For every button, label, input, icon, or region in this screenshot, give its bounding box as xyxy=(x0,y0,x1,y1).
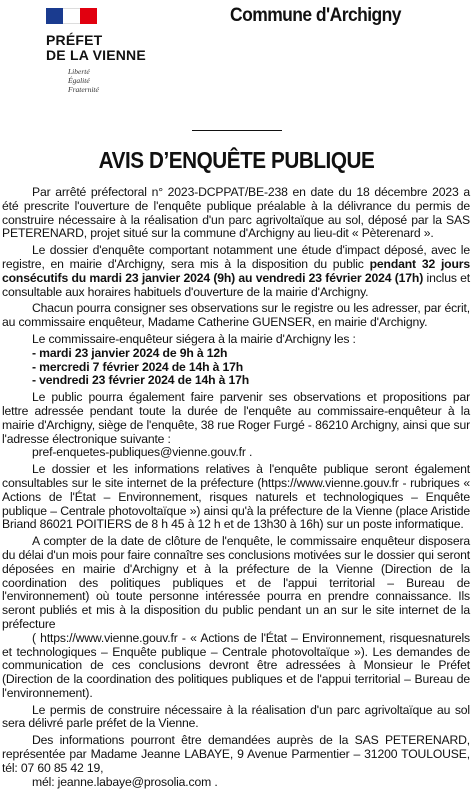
prefet-line2: DE LA VIENNE xyxy=(46,47,146,63)
session-3: - vendredi 23 février 2024 de 14h à 17h xyxy=(32,373,250,388)
paragraph-informations: Des informations pourront être demandées auprès de la SAS PETERENARD, représentée par Madame Jeanne LABAYE, 9 Avenue Parmentier – 31200 TOULOUSE, tél: 07 60 85 42 19, xyxy=(2,733,470,775)
session-2: - mercredi 7 février 2024 de 14h à 17h xyxy=(32,359,244,374)
motto-fraternite: Fraternité xyxy=(68,85,99,94)
dossier-text-a: Le dossier d'enquête comportant notamment une étude d'impact déposé, avec le registre, en mairie d'Archigny, sera mis à la disposition du public xyxy=(2,243,470,271)
tricolor-flag-icon xyxy=(46,8,158,30)
paragraph-arrete: Par arrêté préfectoral n° 2023-DCPPAT/BE-238 en date du 18 décembre 2023 a été prescrite l'ouverture de l'enquête publique préalable à la délivrance du permis de construire nécessaire à la réalisation d'un parc agrivoltaïque au sol, déposé par la SAS PETERENARD, projet situé sur la commune d'Archigny au lieu-dit « Pèterenard ». xyxy=(2,185,470,241)
divider xyxy=(192,130,282,131)
paragraph-communication: ( https://www.vienne.gouv.fr - « Actions de l'État – Environnement, risquesnaturels et technologiques – Enquête publique – Centrale photovoltaïque »). Les demandes de communication de ces conclusions devront être adressées à Monsieur le Préfet (Direction de la coordination des politiques publiques et de l'appui territorial – Bureau de l'environnement). xyxy=(2,630,470,700)
paragraph-site-internet: Le dossier et les informations relatives à l'enquête publique seront également consultables sur le site internet de la préfecture (https://www.vienne.gouv.fr - rubriques « Actions de l'État – Environnement, risques naturels et technologiques – Enquête publique – Centrale photovoltaïque ») ainsi qu'à la préfecture de la Vienne (place Aristide Briand 86021 POITIERS de 8 h 45 à 12 h et de 13h30 à 16h) sur un poste informatique. xyxy=(2,462,470,532)
paragraph-permis: Le permis de construire nécessaire à la réalisation d'un parc agrivoltaïque au sol sera délivré parle préfet de la Vienne. xyxy=(2,702,470,731)
paragraph-observations: Chacun pourra consigner ses observations sur le registre ou les adresser, par écrit, au commissaire enquêteur, Madame Catherine GUENSER, en mairie d'Archigny. xyxy=(2,301,470,330)
paragraph-permanences: Le commissaire-enquêteur siégera à la mairie d'Archigny les : xyxy=(32,331,356,346)
email-contact: mél: jeanne.labaye@prosolia.com . xyxy=(32,774,218,789)
dossier-dates: pendant 32 jours consécutifs du mardi 23 janvier 2024 (9h) au vendredi 23 février 2024 (17h) xyxy=(2,256,470,285)
motto-liberte: Liberté xyxy=(68,67,90,76)
dossier-text-b: inclus et consultable aux horaires habituels d'ouverture de la mairie d'Archigny. xyxy=(2,270,470,299)
notice-title: AVIS D’ENQUÊTE PUBLIQUE xyxy=(98,147,375,173)
notice-body xyxy=(2,186,470,792)
session-1: - mardi 23 janvier 2024 de 9h à 12h xyxy=(32,345,228,360)
prefecture-logo xyxy=(38,8,158,94)
paragraph-conclusions: A compter de la date de clôture de l'enquête, le commissaire enquêteur disposera du délai d'un mois pour faire connaître ses conclusions motivées sur le dossier qui seront déposées en mairie d'Archigny et à la préfecture de la Vienne (Direction de la coordination des politiques publiques et de l'appui territorial – Bureau de l'environnement) où toute personne intéressée pourra en prendre connaissance. Ils seront publiés et mis à la disposition du public pendant un an sur le site internet de la préfecture xyxy=(2,534,470,631)
motto-egalite: Égalité xyxy=(68,76,90,85)
email-prefecture: pref-enquetes-publiques@vienne.gouv.fr . xyxy=(32,445,253,460)
paragraph-courrier: Le public pourra également faire parvenir ses observations et propositions par lettre adressée pendant toute la durée de l'enquête au commissaire-enquêteur à la mairie d'Archigny, siège de l'enquête, 38 rue Roger Furgé - 86210 Archigny, ainsi que sur l'adresse électronique suivante : xyxy=(2,390,470,446)
paragraph-dossier xyxy=(2,244,470,299)
commune-title: Commune d'Archigny xyxy=(230,5,401,26)
prefet-line1: PRÉFET xyxy=(46,32,103,48)
header xyxy=(0,0,473,110)
